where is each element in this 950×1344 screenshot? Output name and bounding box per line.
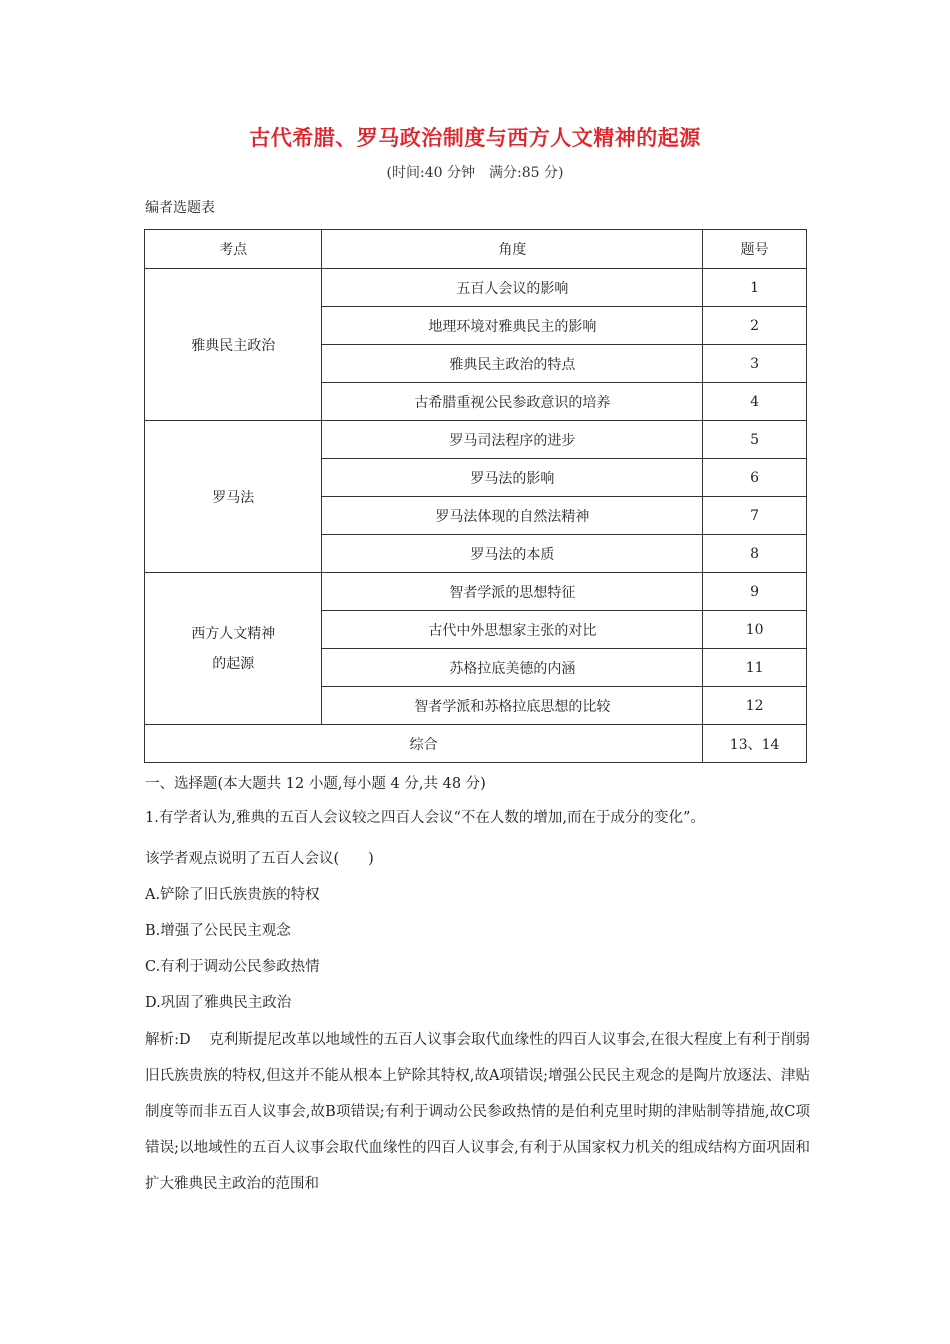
option-c: C.有利于调动公民参政热情 — [145, 959, 320, 975]
angle-cell: 罗马法的本质 — [322, 535, 703, 573]
analysis-label: 解析:D — [145, 1032, 191, 1048]
option-b: B.增强了公民民主观念 — [145, 923, 291, 939]
table-caption: 编者选题表 — [145, 200, 215, 216]
angle-cell: 罗马司法程序的进步 — [322, 421, 703, 459]
number-cell: 3 — [703, 345, 807, 383]
table-summary-row — [145, 725, 807, 763]
angle-cell: 雅典民主政治的特点 — [322, 345, 703, 383]
angle-cell: 古代中外思想家主张的对比 — [322, 611, 703, 649]
angle-cell: 地理环境对雅典民主的影响 — [322, 307, 703, 345]
header-topic: 考点 — [145, 230, 322, 269]
table-header-row — [145, 230, 807, 269]
number-cell: 2 — [703, 307, 807, 345]
number-cell: 5 — [703, 421, 807, 459]
number-cell: 6 — [703, 459, 807, 497]
question-stem-continued: 该学者观点说明了五百人会议( ) — [145, 851, 374, 867]
summary-number-cell: 13、14 — [703, 725, 807, 763]
analysis-paragraph — [145, 1022, 810, 1202]
time-and-score: (时间:40 分钟 满分:85 分) — [386, 165, 564, 181]
table-row — [145, 269, 807, 307]
angle-cell: 罗马法体现的自然法精神 — [322, 497, 703, 535]
number-cell: 7 — [703, 497, 807, 535]
option-a: A.铲除了旧氏族贵族的特权 — [145, 887, 320, 903]
header-number: 题号 — [703, 230, 807, 269]
header-angle: 角度 — [322, 230, 703, 269]
topic-selection-table — [144, 229, 807, 763]
angle-cell: 智者学派和苏格拉底思想的比较 — [322, 687, 703, 725]
topic-line: 的起源 — [212, 655, 255, 672]
number-cell: 10 — [703, 611, 807, 649]
option-d: D.巩固了雅典民主政治 — [145, 995, 292, 1011]
angle-cell: 五百人会议的影响 — [322, 269, 703, 307]
number-cell: 12 — [703, 687, 807, 725]
angle-cell: 苏格拉底美德的内涵 — [322, 649, 703, 687]
topic-cell-humanism — [145, 573, 322, 725]
number-cell: 11 — [703, 649, 807, 687]
angle-cell: 智者学派的思想特征 — [322, 573, 703, 611]
angle-cell: 罗马法的影响 — [322, 459, 703, 497]
number-cell: 1 — [703, 269, 807, 307]
angle-cell: 古希腊重视公民参政意识的培养 — [322, 383, 703, 421]
section-heading: 一、选择题(本大题共 12 小题,每小题 4 分,共 48 分) — [145, 776, 486, 792]
number-cell: 4 — [703, 383, 807, 421]
number-cell: 8 — [703, 535, 807, 573]
summary-label-cell: 综合 — [145, 725, 703, 763]
table-row — [145, 573, 807, 611]
table-row — [145, 421, 807, 459]
document-title: 古代希腊、罗马政治制度与西方人文精神的起源 — [249, 126, 701, 150]
question-stem: 1.有学者认为,雅典的五百人会议较之四百人会议“不在人数的增加,而在于成分的变化”。 — [145, 810, 705, 826]
topic-cell-athens: 雅典民主政治 — [145, 269, 322, 421]
number-cell: 9 — [703, 573, 807, 611]
topic-line: 西方人文精神 — [191, 625, 276, 642]
topic-cell-roman-law: 罗马法 — [145, 421, 322, 573]
analysis-text: 克利斯提尼改革以地域性的五百人议事会取代血缘性的四百人议事会,在很大程度上有利于削弱旧氏族贵族的特权,但这并不能从根本上铲除其特权,故A项错误;增强公民民主观念的是陶片放逐法、津贴制度等而非五百人议事会,故B项错误;有利于调动公民参政热情的是伯利克里时期的津贴制等措施,故C项错误;以地域性的五百人议事会取代血缘性的四百人议事会,有利于从国家权力机关的组成结构方面巩固和扩大雅典民主政治的范围和 — [145, 1032, 811, 1192]
